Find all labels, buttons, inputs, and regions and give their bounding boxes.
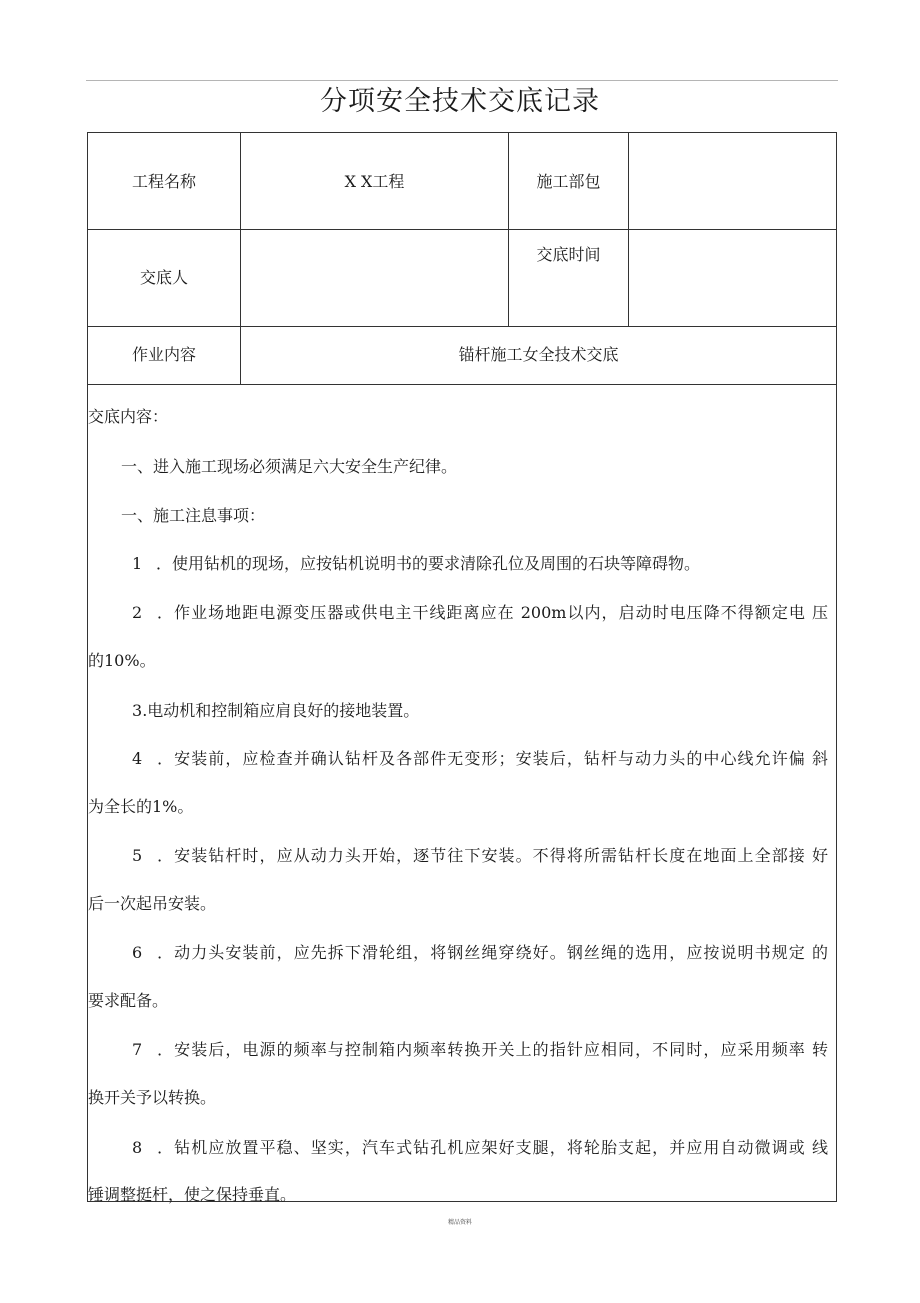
item-number: 4 [132,749,143,768]
item-4 [88,749,828,817]
col-divider-3 [628,132,629,326]
top-rule [86,80,838,81]
construction-dept-label: 施工部包 [536,172,601,191]
section-notes: 一、施工注息事项： [121,506,266,525]
item-text: ．作业场地距电源变压器或供电主干线距离应在 200m以内，启动时电压降不得额定电 压 [156,603,828,622]
item-2 [88,603,828,671]
content-heading: 交底内容： [88,407,169,426]
item-1 [88,554,828,574]
item-number: 7 [132,1040,143,1059]
item-text: ．安装钻杆时，应从动力头开始，逐节往下安装。不得将所需钻杆长度在地面上全部接 好 [156,846,828,865]
item-text-continued: 为全长的1%。 [88,797,194,816]
item-text: .电动机和控制箱应肩良好的接地装置。 [142,701,420,720]
item-number: 8 [132,1138,143,1157]
work-content-label: 作业内容 [131,345,196,364]
item-number: 3 [132,701,143,720]
item-text-continued: 的10%。 [88,651,156,670]
item-text: ．安装前，应检查并确认钻杆及各部件无变形；安装后，钻杆与动力头的中心线允许偏 斜 [156,749,828,768]
item-text-continued: 锤调整挺杆，使之保持垂直。 [88,1185,297,1204]
item-number: 2 [132,603,143,622]
row-divider-3 [87,384,837,385]
section-discipline: 一、进入施工现场必须满足六大安全生产纪律。 [121,457,458,476]
page-footer: 精品资料 [447,1219,472,1226]
item-text: ．使用钻机的现场，应按钻机说明书的要求清除孔位及周围的石块等障碍物。 [156,554,701,573]
item-6 [88,943,828,1011]
row-divider-2 [87,326,837,327]
discloser-label: 交底人 [139,268,188,287]
item-5 [88,846,828,914]
col-divider-2 [508,132,509,326]
item-number: 5 [132,846,143,865]
item-text: ．动力头安装前，应先拆下滑轮组，将钢丝绳穿绕好。钢丝绳的选用，应按说明书规定 的 [156,943,828,962]
work-content-value: 锚杆施工女全技术交底 [458,345,619,364]
item-text: ．钻机应放置平稳、坚实，汽车式钻孔机应架好支腿，将轮胎支起，并应用自动微调或 线 [156,1138,828,1157]
disclosure-time-label: 交底时间 [536,245,601,264]
item-8 [88,1138,828,1205]
document-title: 分项安全技术交底记录 [320,86,600,117]
item-text: ．安装后，电源的频率与控制箱内频率转换开关上的指针应相同，不同时，应采用频率 转 [156,1040,828,1059]
item-3 [88,701,828,721]
item-number: 1 [132,554,143,573]
item-7 [88,1040,828,1108]
item-text-continued: 后一次起吊安装。 [88,894,217,913]
item-number: 6 [132,943,143,962]
item-text-continued: 换开关予以转换。 [88,1088,217,1107]
item-text-continued: 要求配备。 [88,991,169,1010]
row-divider-1 [87,229,837,230]
project-name-value: X X工程 [344,172,405,191]
project-name-label: 工程名称 [131,172,196,191]
